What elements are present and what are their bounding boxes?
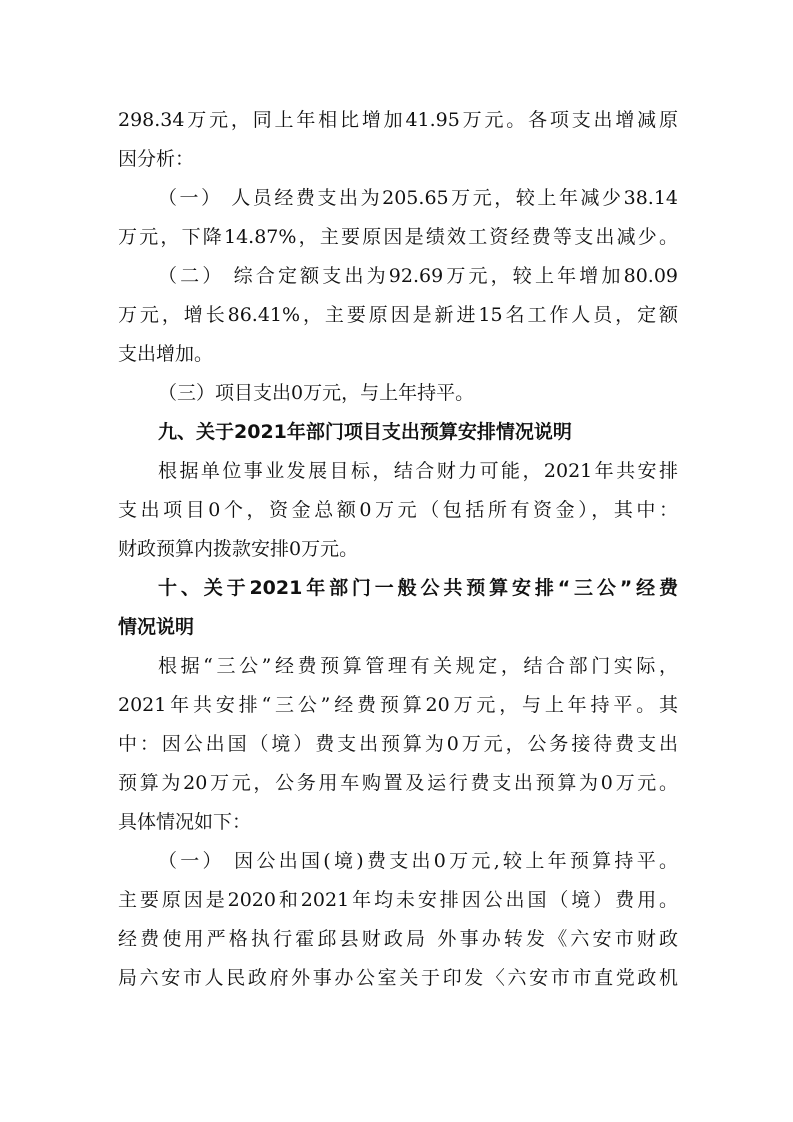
paragraph-line: 万元，增长86.41%，主要原因是新进15名工作人员，定额 [118,304,678,326]
paragraph-line: 主要原因是2020和2021年均未安排因公出国（境）费用。 [118,889,678,911]
paragraph-line: 预算为20万元，公务用车购置及运行费支出预算为0万元。 [118,772,678,794]
paragraph-line: 根据“三公”经费预算管理有关规定，结合部门实际， [158,655,678,677]
section-heading: 九、关于2021年部门项目支出预算安排情况说明 [158,421,572,443]
paragraph-line: 局六安市人民政府外事办公室关于印发〈六安市市直党政机 [118,967,678,989]
paragraph-line: 具体情况如下： [118,811,252,833]
paragraph-line: （二） 综合定额支出为92.69万元，较上年增加80.09 [158,265,678,287]
paragraph-line: 财政预算内拨款安排0万元。 [118,538,359,560]
paragraph-line: 中：因公出国（境）费支出预算为0万元，公务接待费支出 [118,733,678,755]
paragraph-line: 2021年共安排“三公”经费预算20万元，与上年持平。其 [118,694,678,716]
paragraph-line: 经费使用严格执行霍邱县财政局 外事办转发《六安市财政 [118,928,678,950]
paragraph-line: 298.34万元，同上年相比增加41.95万元。各项支出增减原 [118,109,678,131]
paragraph-line: 支出项目0个，资金总额0万元（包括所有资金），其中： [118,499,678,521]
paragraph-line: （三）项目支出0万元，与上年持平。 [158,382,475,404]
paragraph-line: 万元，下降14.87%，主要原因是绩效工资经费等支出减少。 [118,226,678,248]
paragraph-line: （一） 因公出国(境)费支出0万元,较上年预算持平。 [158,850,678,872]
paragraph-line: 因分析： [118,148,195,170]
paragraph-line: 支出增加。 [118,343,214,365]
section-heading: 情况说明 [118,616,195,638]
paragraph-line: （一） 人员经费支出为205.65万元，较上年减少38.14 [158,187,678,209]
paragraph-line: 根据单位事业发展目标，结合财力可能，2021年共安排 [158,460,678,482]
section-heading: 十、关于2021年部门一般公共预算安排“三公”经费 [158,577,678,599]
